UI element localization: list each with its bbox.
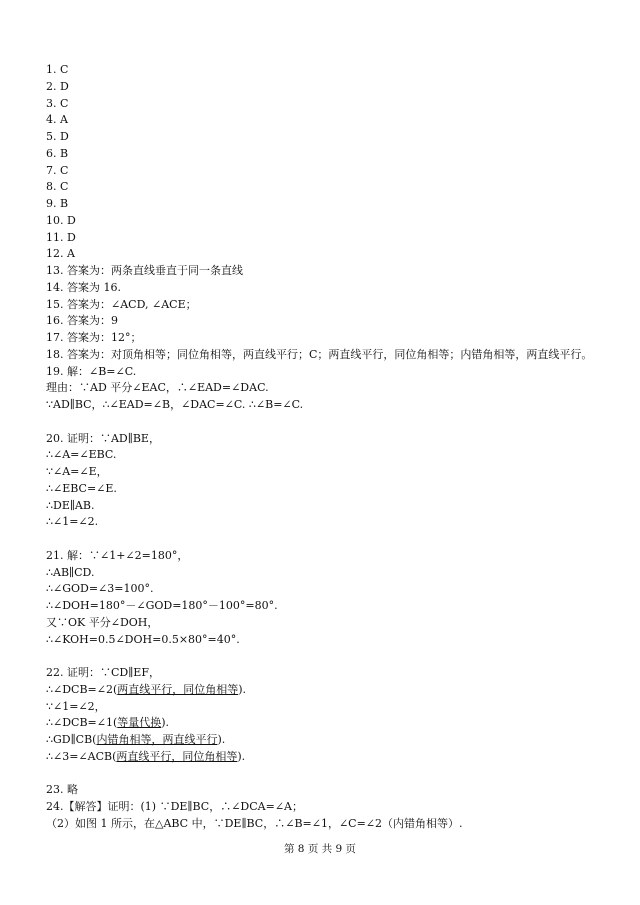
q22-line-3: ∵∠1=∠2， [46,699,106,713]
answer-6: 6. B [46,146,69,160]
spacer [46,414,620,431]
answer-5: 5. D [46,130,69,143]
q21-line-2: ∴AB∥CD. [46,565,95,579]
q22-line-2-pre: ∴∠DCB=∠2( [46,682,118,696]
q22-line-6 [46,749,620,766]
q22-line-2-post: ). [238,682,247,696]
q22-line-2-reason: 两直线平行，同位角相等 [117,682,239,696]
q22-line-1: 22. 证明：∵CD∥EF， [46,666,160,679]
q22-line-2 [46,682,620,699]
q20-line-6: ∴∠1=∠2. [46,515,99,529]
spacer [46,531,620,548]
q19-line-1: 19. 解：∠B=∠C. [46,364,137,378]
q23-line: 23. 略 [46,783,78,797]
answer-11: 11. D [46,230,76,244]
q22-line-6-post: ). [237,749,246,763]
q21-line-4: ∴∠DOH=180°－∠GOD=180°－100°=80°. [46,599,278,612]
q22-line-5-reason: 内错角相等，两直线平行 [96,733,218,746]
answer-16: 16. 答案为：9 [46,314,118,328]
q22-line-4-reason: 等量代换 [117,716,162,730]
q22-line-5 [46,732,620,749]
q22-line-6-pre: ∴∠3=∠ACB( [46,749,117,763]
answer-13: 13. 答案为：两条直线垂直于同一条直线 [46,264,243,277]
answer-14: 14. 答案为 16. [46,280,121,294]
q20-line-1: 20. 证明：∵AD∥BE， [46,431,160,445]
q21-line-6: ∴∠KOH=0.5∠DOH=0.5×80°=40°. [46,632,240,646]
q19-line-3: ∵AD∥BC，∴∠EAD=∠B，∠DAC=∠C. ∴∠B=∠C. [46,398,304,411]
q21-line-3: ∴∠GOD=∠3=100°. [46,582,154,596]
q19-line-2: 理由：∵AD 平分∠EAC，∴∠EAD=∠DAC. [46,381,269,395]
answer-1: 1. C [46,63,69,76]
q22-line-5-pre: ∴GD∥CB( [46,733,97,746]
q20-line-5: ∴DE∥AB. [46,498,95,512]
q20-line-2: ∴∠A=∠EBC. [46,448,117,462]
q22-line-4-post: ). [161,716,170,730]
q24-line-1: 24.【解答】证明：(1) ∵DE∥BC，∴∠DCA=∠A； [46,800,303,813]
q21-line-1: 21. 解：∵∠1+∠2=180°， [46,548,189,562]
answer-8: 8. C [46,180,69,194]
answer-10: 10. D [46,213,76,227]
spacer [46,766,620,783]
answer-7: 7. C [46,163,69,177]
q24-line-2: （2）如图 1 所示，在△ABC 中，∵DE∥BC，∴∠B=∠1，∠C=∠2（内错角相等）. [46,816,463,830]
answer-3: 3. C [46,96,69,110]
q22-line-4 [46,715,620,732]
q21-line-5: 又∵OK 平分∠DOH， [46,615,159,629]
answer-12: 12. A [46,247,75,261]
answer-2: 2. D [46,79,69,93]
answer-4: 4. A [46,113,68,127]
page-footer: 第 8 页 共 9 页 [283,843,357,855]
answer-17: 17. 答案为：12°； [46,331,142,344]
q22-line-6-reason: 两直线平行，同位角相等 [116,749,238,763]
answer-9: 9. B [46,197,69,210]
answer-15: 15. 答案为：∠ACD, ∠ACE； [46,297,197,311]
q20-line-3: ∵∠A=∠E， [46,465,108,478]
q22-line-5-post: ). [217,733,226,746]
spacer [46,648,620,665]
answer-content [46,62,620,833]
q20-line-4: ∴∠EBC=∠E. [46,481,117,495]
q22-line-4-pre: ∴∠DCB=∠1( [46,716,118,730]
answer-18: 18. 答案为：对顶角相等；同位角相等，两直线平行；C；两直线平行，同位角相等；内错角相等，两直线平行。 [46,347,593,361]
